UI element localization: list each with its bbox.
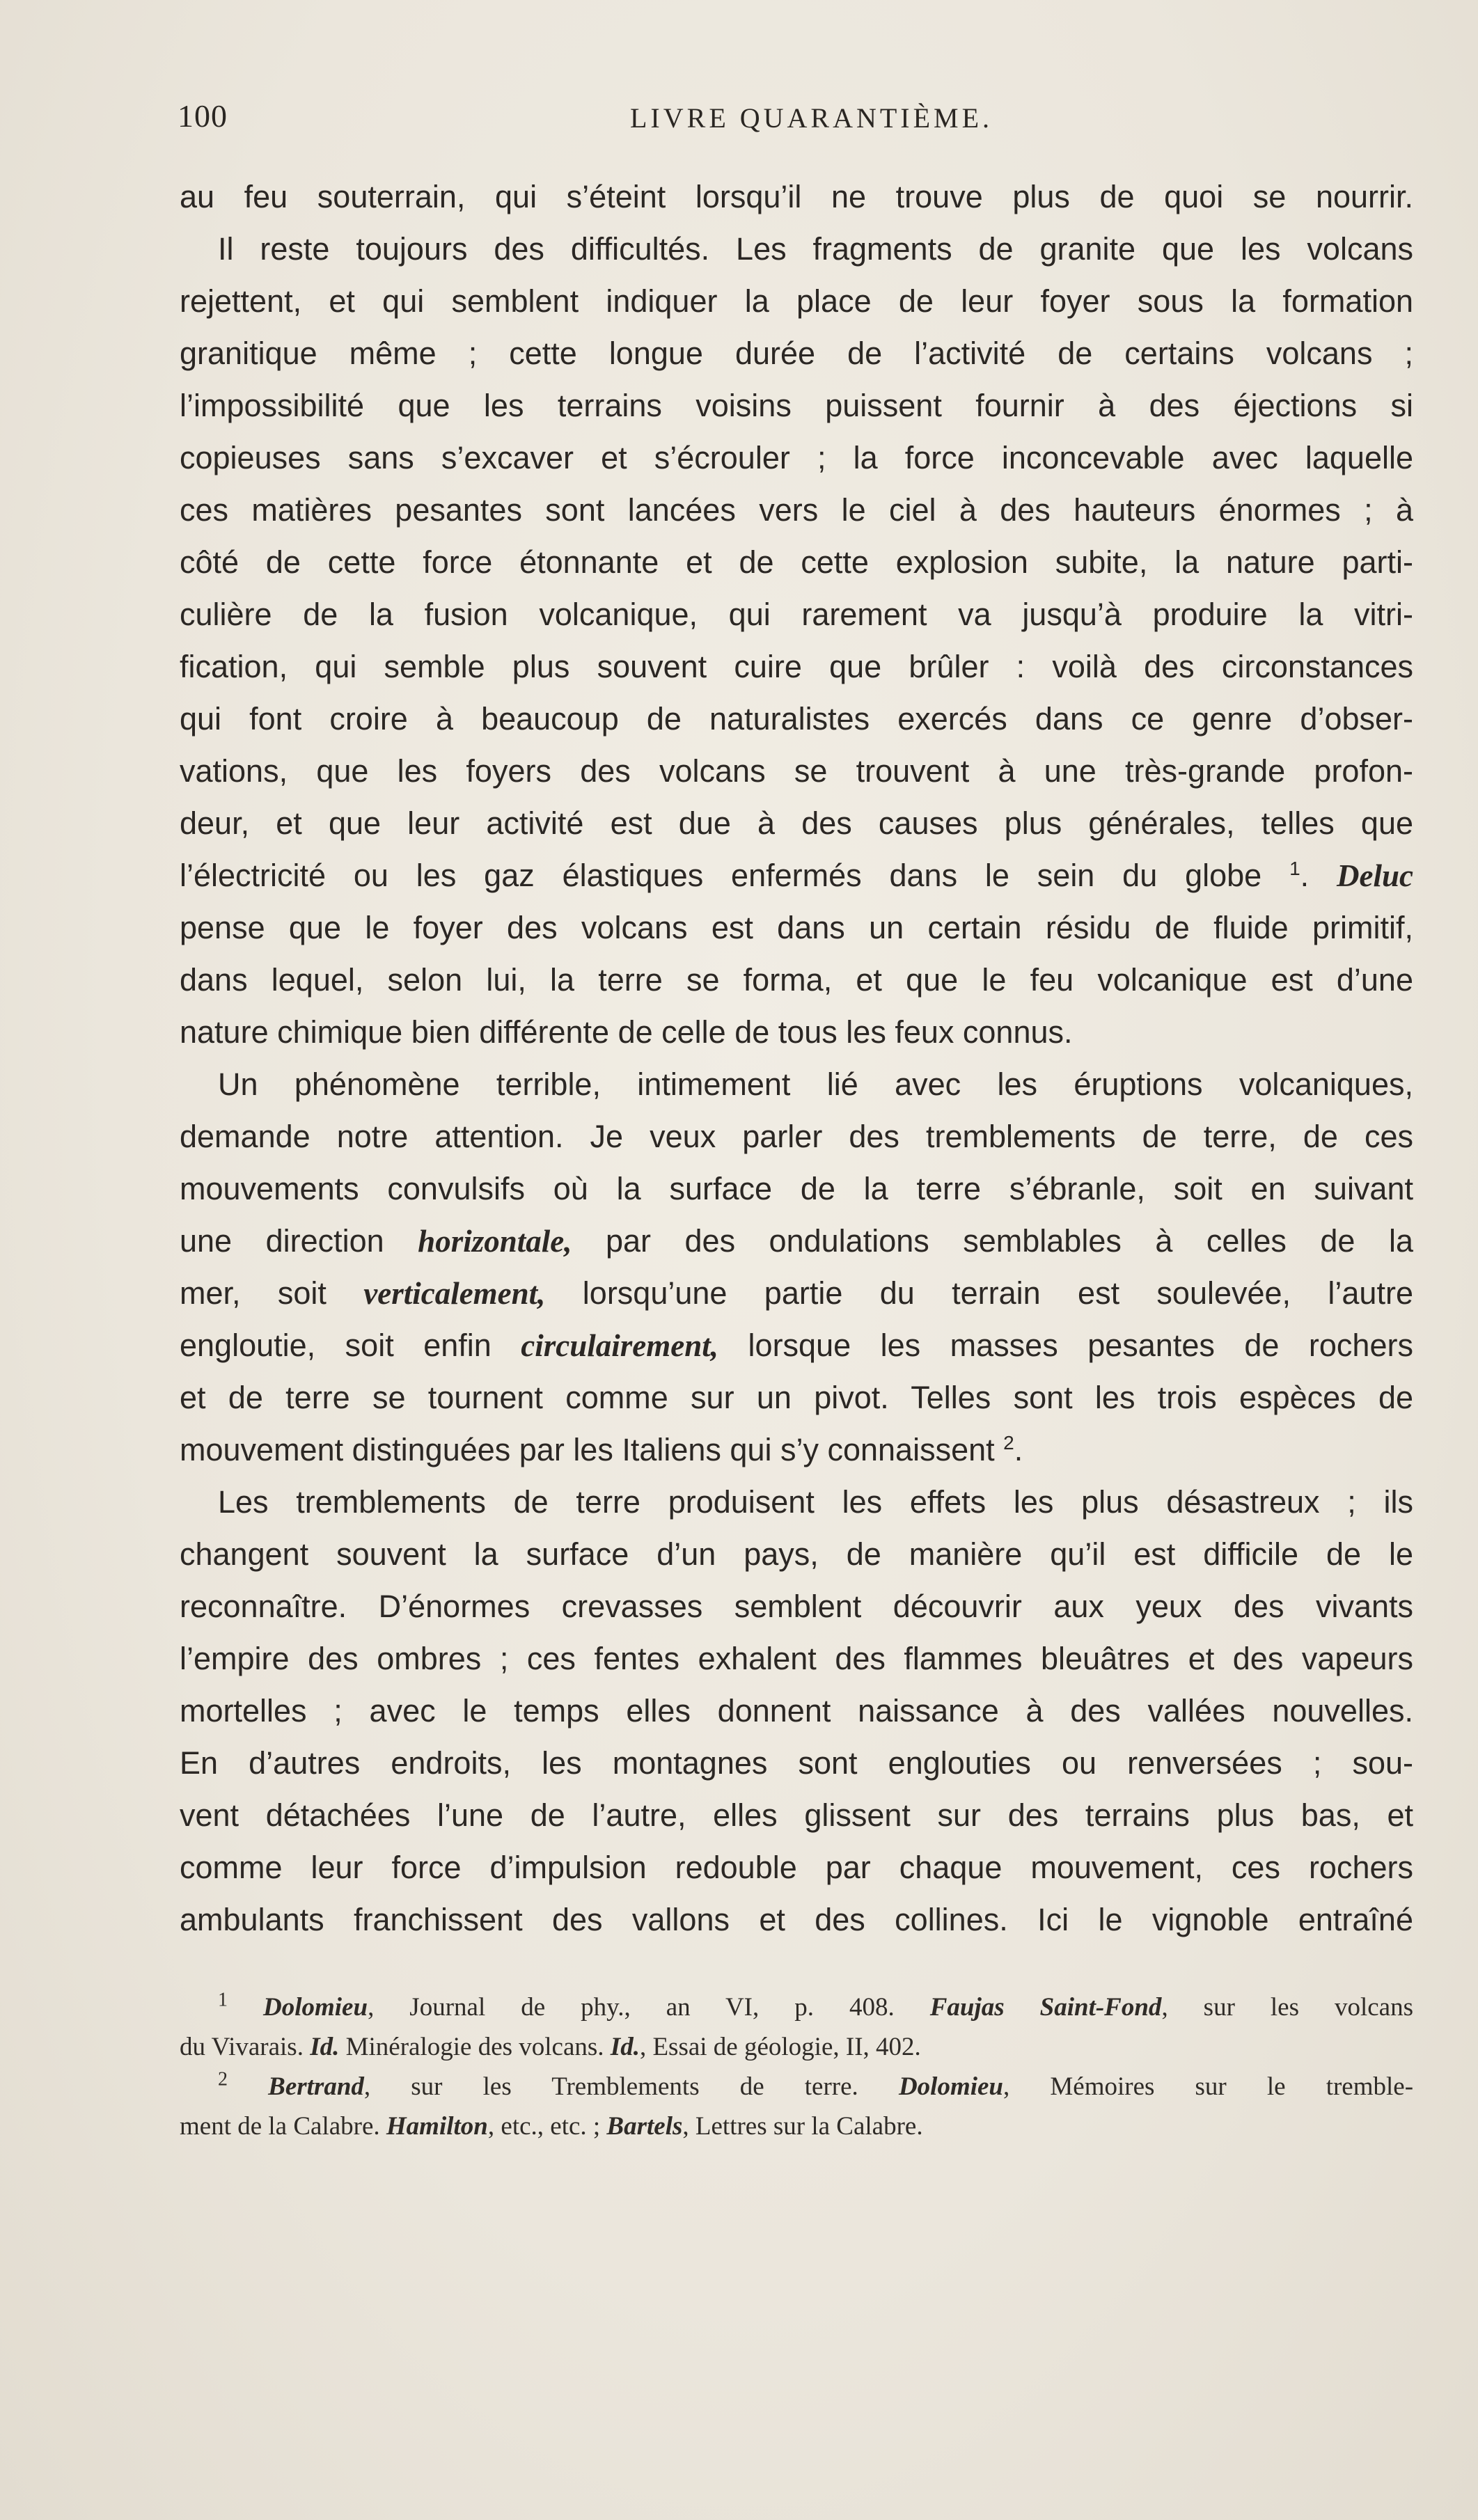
text-line: granitique même ; cette longue durée de l’activité de certains volcans ;	[180, 336, 1413, 371]
text-span: , sur les Tremblements de terre.	[363, 2072, 858, 2101]
text-span: mer, soit	[180, 1275, 327, 1311]
text-span: lorsque les masses pesantes de rochers	[748, 1328, 1413, 1363]
text-line: mortelles ; avec le temps elles donnent naissance à des vallées nouvelles.	[180, 1693, 1413, 1728]
text-span: par des ondulations semblables à celles de la	[605, 1223, 1413, 1259]
author-name: Dolomieu	[898, 2072, 1003, 2101]
text-span: lorsqu’une partie du terrain est soulevée, l’autre	[582, 1275, 1413, 1311]
text-line: qui font croire à beaucoup de naturalistes exercés dans ce genre d’obser-	[180, 701, 1413, 737]
text-span: , Mémoires sur le tremble-	[1003, 2072, 1414, 2101]
text-line	[180, 849, 1413, 901]
author-name: Hamilton	[386, 2112, 488, 2141]
text-span: , etc., etc. ;	[487, 2112, 601, 2141]
text-line: côté de cette force étonnante et de cette explosion subite, la nature parti-	[180, 544, 1413, 580]
running-title: LIVRE QUARANTIÈME.	[630, 102, 993, 134]
text-span: , sur les volcans	[1161, 1993, 1413, 2022]
text-span: une direction	[180, 1223, 384, 1259]
abbreviation: Id.	[610, 2033, 640, 2061]
text-span: l’électricité ou les gaz élastiques enfermés dans le sein du globe	[180, 858, 1262, 893]
text-span: , Lettres sur la Calabre.	[682, 2112, 923, 2141]
author-name: Dolomieu	[263, 1993, 368, 2022]
text-line: demande notre attention. Je veux parler des tremblements de terre, de ces	[180, 1119, 1413, 1154]
text-span: ment de la Calabre.	[180, 2112, 380, 2141]
text-span: .	[1014, 1432, 1023, 1467]
italic-term: verticalement,	[363, 1276, 546, 1311]
text-line: En d’autres endroits, les montagnes sont englouties ou renversées ; sou-	[180, 1745, 1413, 1781]
text-line: mouvements convulsifs où la surface de la terre s’ébranle, soit en suivant	[180, 1171, 1413, 1206]
footnote-number: 2	[218, 2068, 228, 2090]
text-line: l’empire des ombres ; ces fentes exhalent des flammes bleuâtres et des vapeurs	[180, 1641, 1413, 1676]
text-span: , Essai de géologie, II, 402.	[639, 2033, 921, 2061]
text-line: vations, que les foyers des volcans se trouvent à une très-grande profon-	[180, 753, 1413, 789]
text-line: et de terre se tournent comme sur un pivot. Telles sont les trois espèces de	[180, 1380, 1413, 1415]
text-line: changent souvent la surface d’un pays, de manière qu’il est difficile de le	[180, 1536, 1413, 1572]
footnotes	[180, 1987, 1413, 2146]
footnote-number: 1	[218, 1989, 228, 2011]
footnote-line	[180, 2067, 1413, 2106]
text-span: engloutie, soit enfin	[180, 1328, 492, 1363]
abbreviation: Id.	[310, 2033, 340, 2061]
text-line: dans lequel, selon lui, la terre se forma, et que le feu volcanique est d’une	[180, 962, 1413, 998]
text-line: vent détachées l’une de l’autre, elles glissent sur des terrains plus bas, et	[180, 1797, 1413, 1833]
page-header	[178, 97, 1417, 139]
italic-term: circulairement,	[521, 1328, 719, 1363]
text-line: ambulants franchissent des vallons et des collines. Ici le vignoble entraîné	[180, 1902, 1413, 1937]
text-line: reconnaître. D’énormes crevasses semblent découvrir aux yeux des vivants	[180, 1589, 1413, 1624]
text-line: rejettent, et qui semblent indiquer la place de leur foyer sous la formation	[180, 283, 1413, 319]
text-line: fication, qui semble plus souvent cuire que brûler : voilà des circonstances	[180, 649, 1413, 684]
text-line: culière de la fusion volcanique, qui rarement va jusqu’à produire la vitri-	[180, 597, 1413, 632]
page-number: 100	[178, 98, 228, 134]
text-line: copieuses sans s’excaver et s’écrouler ; la force inconcevable avec laquelle	[180, 440, 1413, 475]
text-span: .	[1300, 858, 1310, 893]
text-line: pense que le foyer des volcans est dans un certain résidu de fluide primitif,	[180, 910, 1413, 945]
text-line: comme leur force d’impulsion redouble par chaque mouvement, ces rochers	[180, 1850, 1413, 1885]
author-name: Bartels	[606, 2112, 683, 2141]
text-line	[180, 1319, 1413, 1371]
author-name: Bertrand	[268, 2072, 364, 2101]
italic-term: horizontale,	[418, 1224, 572, 1259]
text-line	[180, 1424, 1413, 1476]
text-line: nature chimique bien différente de celle de tous les feux connus.	[180, 1014, 1073, 1050]
footnote-line	[180, 1987, 1413, 2027]
text-line: deur, et que leur activité est due à des causes plus générales, telles que	[180, 805, 1413, 841]
footnote-line	[180, 2106, 1413, 2146]
text-line	[180, 1215, 1413, 1267]
footnote-line	[180, 2027, 1413, 2067]
text-line: l’impossibilité que les terrains voisins puissent fournir à des éjections si	[180, 388, 1413, 423]
text-span: mouvement distinguées par les Italiens qui s’y connaissent	[180, 1432, 995, 1467]
text-span: du Vivarais.	[180, 2033, 304, 2061]
text-line: Un phénomène terrible, intimement lié avec les éruptions volcaniques,	[218, 1066, 1413, 1102]
text-line: au feu souterrain, qui s’éteint lorsqu’il ne trouve plus de quoi se nourrir.	[180, 179, 1413, 214]
text-line: Il reste toujours des difficultés. Les fragments de granite que les volcans	[218, 231, 1413, 267]
text-span: , Journal de phy., an VI, p. 408.	[368, 1993, 895, 2022]
footnote-ref: 2	[1003, 1432, 1014, 1454]
author-name: Faujas Saint-Fond	[929, 1993, 1162, 2022]
text-line: Les tremblements de terre produisent les effets les plus désastreux ; ils	[218, 1484, 1413, 1520]
footnote-ref: 1	[1289, 858, 1300, 879]
text-line: ces matières pesantes sont lancées vers le ciel à des hauteurs énormes ; à	[180, 492, 1413, 528]
author-name: Deluc	[1337, 858, 1413, 893]
text-line	[180, 1267, 1413, 1319]
body-text	[180, 171, 1413, 1946]
text-span: Minéralogie des volcans.	[345, 2033, 604, 2061]
